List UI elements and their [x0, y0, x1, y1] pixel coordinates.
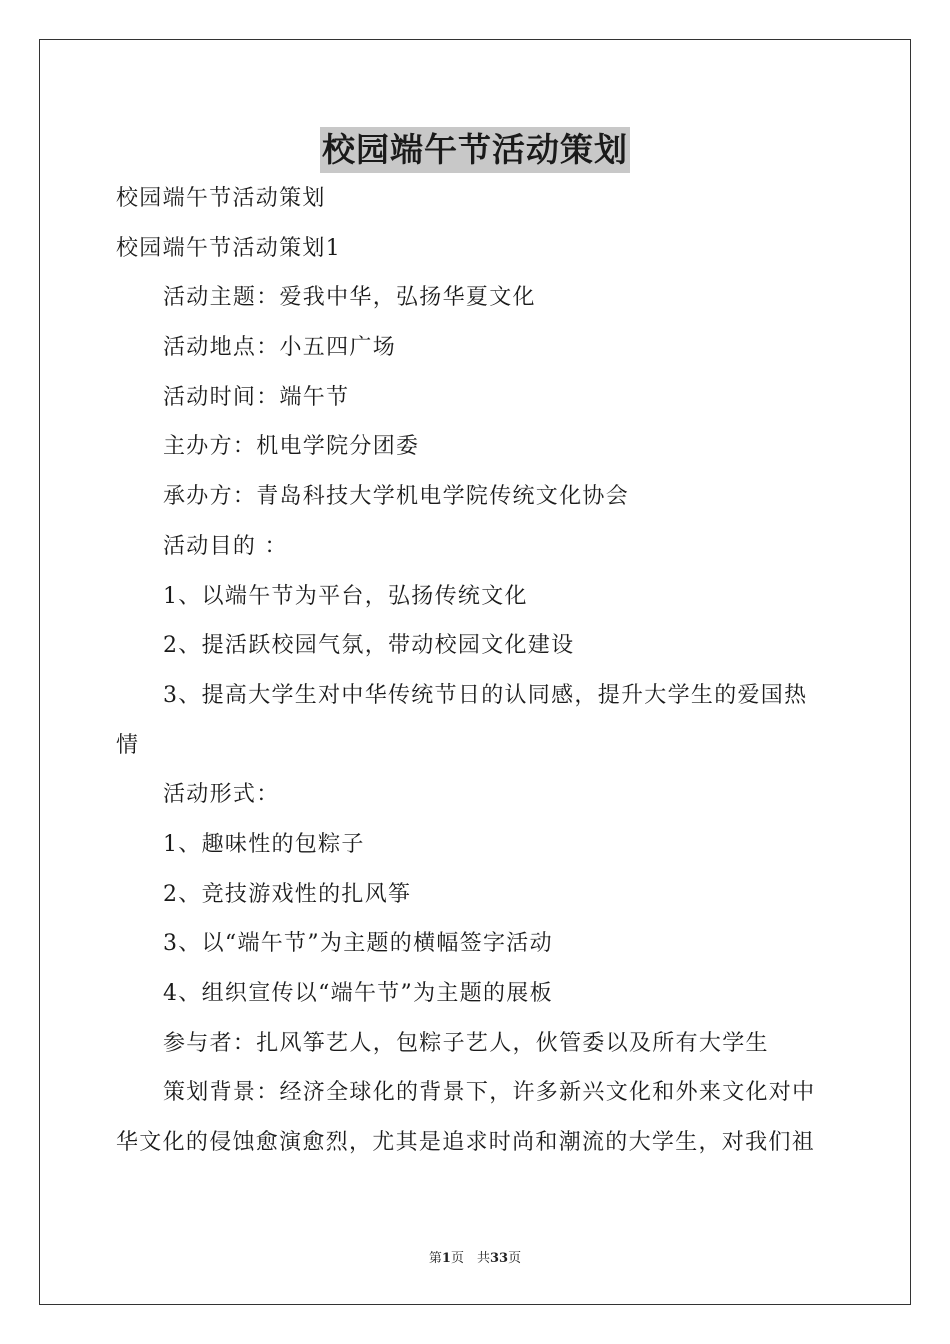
body-line: 参与者：扎风筝艺人，包粽子艺人，伙管委以及所有大学生	[163, 1030, 769, 1056]
body-line: 活动时间：端午节	[163, 384, 350, 410]
footer-prefix: 第	[428, 1251, 442, 1266]
document-title	[0, 124, 950, 176]
body-line: 3、以“端午节”为主题的横幅签字活动	[163, 931, 553, 957]
body-line: 活动主题：爱我中华，弘扬华夏文化	[163, 285, 536, 311]
document-title-text: 校园端午节活动策划	[320, 127, 630, 173]
body-line: 2、提活跃校园气氛，带动校园文化建设	[163, 633, 575, 659]
body-line: 1、趣味性的包粽子	[163, 831, 365, 857]
body-line: 活动形式：	[163, 782, 280, 808]
footer-total-pages: 33	[489, 1251, 509, 1266]
body-line: 华文化的侵蚀愈演愈烈，尤其是追求时尚和潮流的大学生，对我们祖	[116, 1130, 816, 1156]
body-line: 校园端午节活动策划	[116, 186, 326, 211]
body-line: 策划背景：经济全球化的背景下，许多新兴文化和外来文化对中	[163, 1080, 816, 1106]
body-line: 3、提高大学生对中华传统节日的认同感，提升大学生的爱国热	[163, 682, 808, 708]
body-line: 活动地点：小五四广场	[163, 335, 397, 361]
body-line: 2、竞技游戏性的扎风筝	[163, 881, 412, 907]
footer-middle: 页 共	[450, 1251, 490, 1266]
page-footer	[0, 1247, 950, 1266]
document-body	[116, 174, 836, 1168]
body-line: 1、以端午节为平台，弘扬传统文化	[163, 583, 528, 609]
footer-suffix: 页	[508, 1251, 522, 1266]
body-line: 活动目的 ：	[163, 533, 288, 559]
footer-page-number: 1	[441, 1251, 451, 1266]
body-line: 校园端午节活动策划1	[116, 235, 341, 261]
body-line: 承办方：青岛科技大学机电学院传统文化协会	[163, 484, 630, 510]
body-line: 主办方：机电学院分团委	[163, 434, 420, 460]
body-line: 情	[116, 732, 140, 758]
body-line: 4、组织宣传以“端午节”为主题的展板	[163, 981, 553, 1006]
